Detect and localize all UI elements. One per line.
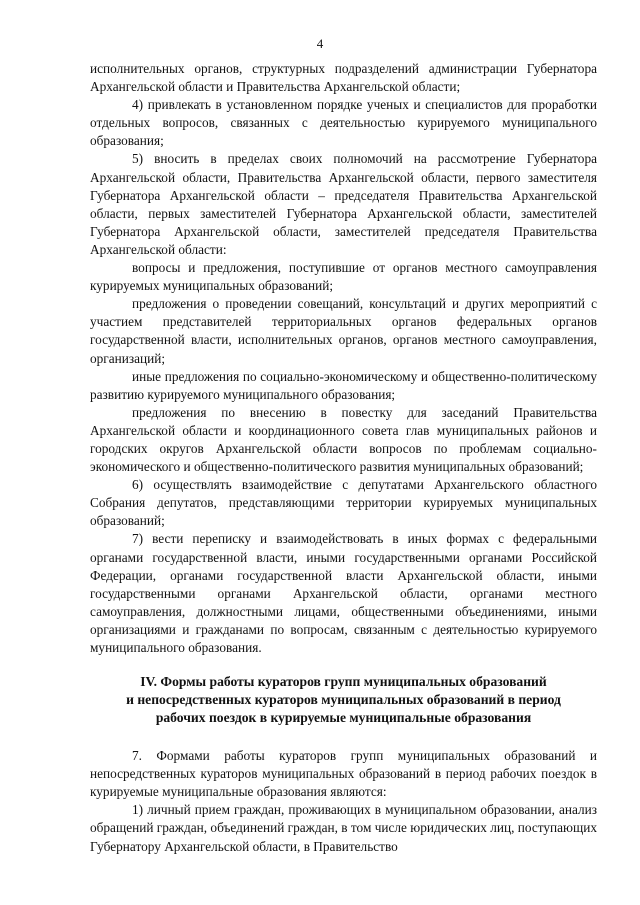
- paragraph-item-5: 5) вносить в пределах своих полномочий на рассмотрение Губернатора Архангельской области, Правительства Архангельской области, первого заместителя Губернатора Архангельской области – председателя Правительства Архангельской области, первых заместителей Губернатора Архангельской области, заместителей Губернатора Архангельской области, заместителей председателя Правительства Архангельской области:: [90, 151, 597, 257]
- paragraph-subitem-meetings: предложения о проведении совещаний, консультаций и других мероприятий с участием представителей территориальных органов федеральных органов государственной власти, исполнительных органов, органов местного самоуправления, организаций;: [90, 296, 597, 366]
- paragraph-continuation: исполнительных органов, структурных подразделений администрации Губернатора Архангельской области и Правительства Архангельской области;: [90, 61, 597, 95]
- section-heading-line: и непосредственных кураторов муниципальных образований в период: [126, 692, 561, 708]
- section-heading-line: рабочих поездок в курируемые муниципальные образования: [155, 710, 532, 726]
- paragraph-clause-7-item-1: 1) личный прием граждан, проживающих в муниципальном образовании, анализ обращений граждан, объединений граждан, в том числе юридических лиц, поступающих Губернатору Архангельской области, в Правительство: [90, 802, 597, 854]
- page-number: 4: [316, 36, 324, 51]
- section-heading-line: IV. Формы работы кураторов групп муниципальных образований: [140, 674, 547, 690]
- paragraph-clause-7: 7. Формами работы кураторов групп муниципальных образований и непосредственных кураторов муниципальных образований в период рабочих поездок в курируемые муниципальные образования являются:: [90, 748, 597, 800]
- paragraph-subitem-other-proposals: иные предложения по социально-экономическому и общественно-политическому развитию курируемого муниципального образования;: [90, 368, 597, 402]
- paragraph-item-7: 7) вести переписку и взаимодействовать в иных формах с федеральными органами государственной власти, иными государственными органами Российской Федерации, органами государственной власти Архангельской области, иными государственными органами Архангельской области, органами местного самоуправления, должностными лицами, общественными объединениями, иными организациями и гражданами по вопросам, связанным с деятельностью курируемого муниципального образования.: [90, 531, 597, 655]
- paragraph-subitem-questions: вопросы и предложения, поступившие от органов местного самоуправления курируемых муниципальных образований;: [90, 260, 597, 294]
- paragraph-item-6: 6) осуществлять взаимодействие с депутатами Архангельского областного Собрания депутатов, представляющими территории курируемых муниципальных образований;: [90, 477, 597, 529]
- document-body: [90, 60, 597, 856]
- section-heading-iv: [90, 673, 597, 727]
- paragraph-subitem-agenda: предложения по внесению в повестку для заседаний Правительства Архангельской области и координационного совета глав муниципальных районов и городских округов Архангельской области вопросов по проблемам социально-экономического и общественно-политического развития муниципальных образований;: [90, 404, 597, 475]
- paragraph-item-4: 4) привлекать в установленном порядке ученых и специалистов для проработки отдельных вопросов, связанных с деятельностью курируемого муниципального образования;: [90, 97, 597, 149]
